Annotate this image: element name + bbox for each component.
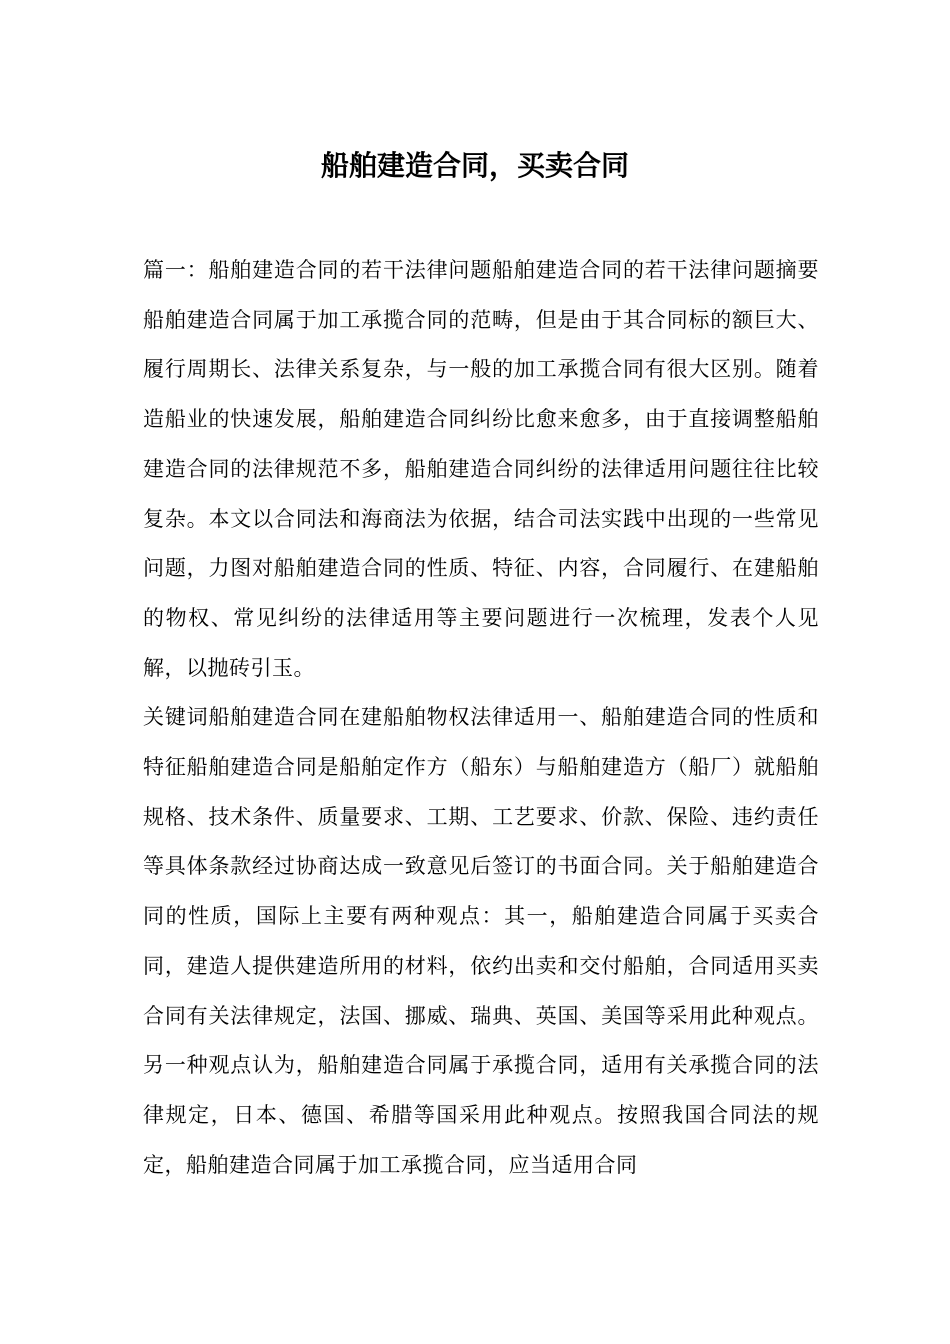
document-title: 船舶建造合同，买卖合同 — [320, 149, 629, 182]
paragraph-2: 关键词船舶建造合同在建船舶物权法律适用一、船舶建造合同的性质和特征船舶建造合同是船舶定作方（船东）与船舶建造方（船厂）就船舶规格、技术条件、质量要求、工期、工艺要求、价款、保险、违约责任等具体条款经过协商达成一致意见后签订的书面合同。关于船舶建造合同的性质，国际上主要有两种观点：其一，船舶建造合同属于买卖合同，建造人提供建造所用的材料，依约出卖和交付船舶，合同适用买卖合同有关法律规定，法国、挪威、瑞典、英国、美国等采用此种观点。另一种观点认为，船舶建造合同属于承揽合同，适用有关承揽合同的法律规定，日本、德国、希腊等国采用此种观点。按照我国合同法的规定，船舶建造合同属于加工承揽合同，应当适用合同 — [143, 705, 819, 1177]
document-body — [143, 246, 819, 1190]
paragraph-1: 篇一：船舶建造合同的若干法律问题船舶建造合同的若干法律问题摘要船舶建造合同属于加工承揽合同的范畴，但是由于其合同标的额巨大、履行周期长、法律关系复杂，与一般的加工承揽合同有很大区别。随着造船业的快速发展，船舶建造合同纠纷比愈来愈多，由于直接调整船舶建造合同的法律规范不多，船舶建造合同纠纷的法律适用问题往往比较复杂。本文以合同法和海商法为依据，结合司法实践中出现的一些常见问题，力图对船舶建造合同的性质、特征、内容，合同履行、在建船舶的物权、常见纠纷的法律适用等主要问题进行一次梳理，发表个人见解，以抛砖引玉。 — [143, 258, 819, 680]
